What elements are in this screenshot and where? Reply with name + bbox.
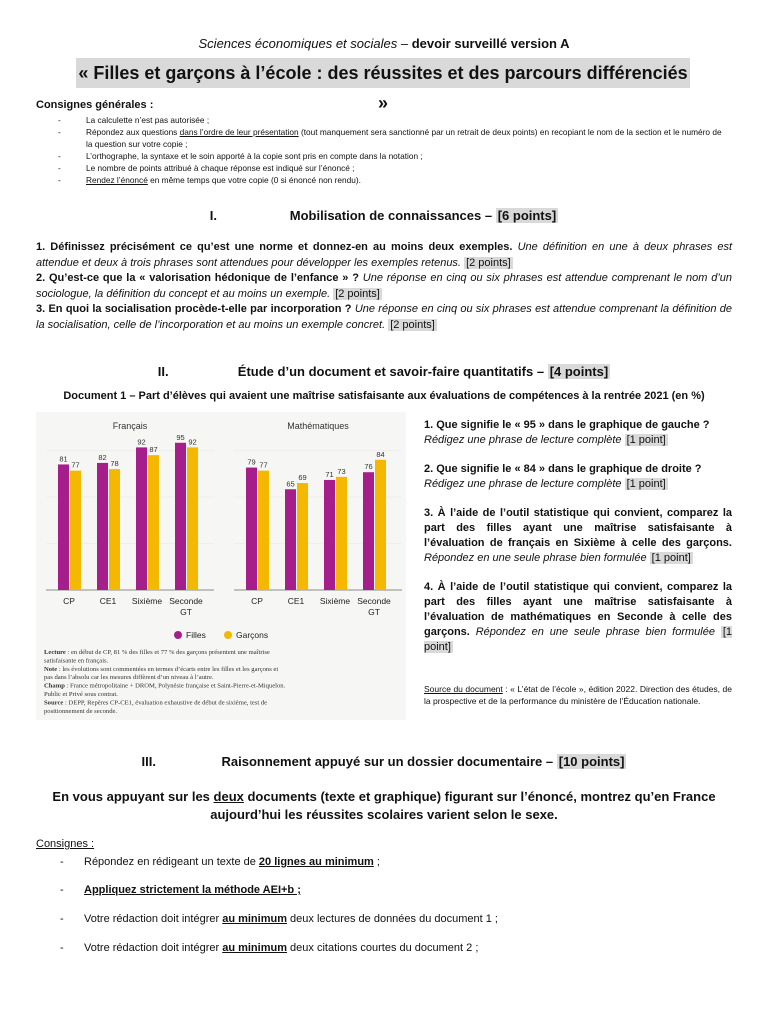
bar-garcons [297, 483, 308, 590]
data-label: 81 [59, 454, 68, 464]
question-2 [424, 462, 732, 492]
essay-subject-b: documents (texte et graphique) figurant sur l’énoncé, montrez qu’en France aujourd’hui les réussites scolaires varient selon le sexe. [210, 789, 716, 822]
bullet-dash: - [58, 115, 61, 125]
instruction-2: Appliquez strictement la méthode AEI+b ; [84, 884, 301, 896]
essay-instruction-2 [60, 884, 720, 896]
instruction-text: La calculette n’est pas autorisée ; [86, 115, 210, 125]
data-label: 87 [149, 445, 158, 455]
tick-label: Seconde [357, 596, 391, 606]
legend-label: Garçons [236, 630, 269, 640]
instruction-text: L’orthographe, la syntaxe et le soin apporté à la copie sont pris en compte dans la notation ; [86, 151, 423, 161]
bullet-dash: - [60, 913, 64, 925]
question-points: [1 point] [626, 434, 666, 446]
data-label: 84 [376, 449, 385, 459]
subject-label: Sciences économiques et sociales [198, 36, 398, 51]
instruction-3-a: Votre rédaction doit intégrer [84, 913, 223, 925]
document-1-chart [36, 412, 406, 720]
section-2-questions [424, 418, 732, 669]
tick-label: CP [63, 596, 75, 606]
data-label: 77 [259, 460, 268, 470]
bullet-dash: - [60, 942, 64, 954]
panel-title: Français [112, 421, 148, 431]
data-label: 92 [188, 437, 197, 447]
exam-header [0, 36, 768, 51]
q1-points: [2 points] [466, 256, 511, 269]
document-1-title: Document 1 – Part d’élèves qui avaient une maîtrise satisfaisante aux évaluations de compétences à la rentrée 2021 (en %) [63, 390, 705, 402]
tick-label: GT [368, 607, 380, 617]
data-label: 77 [71, 460, 80, 470]
data-label: 69 [298, 473, 307, 483]
panel-title: Mathématiques [287, 421, 349, 431]
question-text: 2. Que signifie le « 84 » dans le graphique de droite ? [424, 463, 702, 475]
question-1 [424, 418, 732, 448]
instruction-3-c: deux lectures de données du document 1 ; [287, 913, 498, 925]
essay-instruction-1 [60, 856, 720, 868]
section-2-title: Étude d’un document et savoir-faire quantitatifs [237, 364, 534, 379]
question-instruction: Répondez en une seule phrase bien formulée [424, 552, 647, 564]
header-sep: – [397, 36, 412, 51]
instruction-text: Le nombre de points attribué à chaque réponse est indiqué sur l’énoncé ; [86, 163, 355, 173]
instruction-4-b: au minimum [222, 942, 287, 954]
q3-instruction: Une réponse en cinq ou six phrases est attendue comprenant la définition de la socialisation, celle de l’incorporation et au moins un exemple concret. [36, 303, 732, 331]
essay-instruction-3 [60, 913, 720, 925]
tick-label: Sixième [131, 596, 163, 606]
essay-instructions-title: Consignes : [36, 838, 95, 850]
essay-instruction-4 [60, 942, 720, 954]
bullet-dash: - [60, 884, 64, 896]
instruction-item [58, 114, 730, 126]
tick-label: Sixième [319, 596, 351, 606]
instruction-4-a: Votre rédaction doit intégrer [84, 942, 223, 954]
question-instruction: Répondez en une seule phrase bien formulée [469, 626, 715, 638]
instruction-3-b: au minimum [222, 913, 287, 925]
instruction-item [58, 174, 730, 186]
chart-note-line: positionnement de seconde. [44, 707, 118, 715]
chart-note-line: Champ : France métropolitaine + DROM, Polynésie française et Saint-Pierre-et-Miquelon. [44, 682, 286, 690]
data-label: 71 [325, 469, 334, 479]
question-4 [424, 580, 732, 655]
question-points: [1 point] [424, 626, 733, 653]
bar-garcons [109, 469, 120, 590]
instruction-item [58, 126, 730, 150]
bar-filles [285, 489, 296, 590]
bullet-dash: - [58, 163, 61, 173]
data-label: 82 [98, 452, 107, 462]
q2-instruction: Une réponse en cinq ou six phrases est attendue comprenant le nom d’un sociologue, la définition du concept et au moins un exemple. [36, 272, 732, 300]
section-3-title: Raisonnement appuyé sur un dossier documentaire [221, 754, 543, 769]
data-label: 73 [337, 466, 346, 476]
tick-label: GT [180, 607, 192, 617]
data-label: 92 [137, 437, 146, 447]
q1-instruction: Une définition en une à deux phrases est attendue et deux à trois phrases sont attendues pour développer les exemples retenus. [36, 241, 732, 269]
bar-garcons [70, 471, 81, 590]
question-instruction: Rédigez une phrase de lecture complète [424, 478, 622, 490]
bullet-dash: - [58, 151, 61, 161]
question-3 [424, 506, 732, 566]
tick-label: CE1 [99, 596, 117, 606]
instruction-1-c: ; [373, 856, 380, 868]
section-1-title: Mobilisation de connaissances [289, 208, 482, 223]
bar-filles [58, 464, 69, 590]
question-text: 4. À l’aide de l’outil statistique qui convient, comparez la part des filles ayant une maîtrise satisfaisante à l’évaluation de mathématiques en Seconde à celle des garçons. [424, 581, 732, 638]
data-label: 78 [110, 459, 119, 469]
bar-chart [36, 412, 406, 720]
instruction-1-a: Répondez en rédigeant un texte de [84, 856, 259, 868]
data-label: 76 [364, 462, 373, 472]
q1-text: 1. Définissez précisément ce qu’est une norme et donnez-en au moins deux exemples. [36, 241, 513, 253]
bar-filles [136, 447, 147, 590]
bullet-dash: - [60, 856, 64, 868]
question-text: 1. Que signifie le « 95 » dans le graphique de gauche ? [424, 419, 710, 431]
bar-garcons [187, 447, 198, 590]
chart-note-line: Source : DEPP, Repères CP-CE1, évaluation exhaustive de début de sixième, test de [44, 699, 268, 707]
instruction-item [58, 162, 730, 174]
legend-marker-garcons [224, 631, 232, 639]
essay-subject [36, 788, 732, 824]
instruction-text: Répondez aux questions dans l’ordre de leur présentation (tout manquement sera sanctionné par un retrait de deux points) en recopiant le nom de la section et le numéro de la question sur votre copie ; [86, 127, 722, 149]
chart-note-line: Lecture : en début de CP, 81 % des filles et 77 % des garçons présentent une maîtrise [44, 649, 270, 656]
section-2-points: [4 points] [549, 364, 609, 379]
document-1-source [424, 684, 732, 707]
legend-marker-filles [174, 631, 182, 639]
bar-filles [246, 468, 257, 590]
bar-filles [97, 463, 108, 590]
general-instructions-list [58, 114, 730, 186]
section-1-questions [36, 240, 732, 333]
q3-text: 3. En quoi la socialisation procède-t-elle par incorporation ? [36, 303, 352, 315]
data-label: 79 [247, 457, 256, 467]
bar-filles [324, 480, 335, 590]
section-1-points: [6 points] [497, 208, 557, 223]
bullet-dash: - [58, 127, 61, 137]
instruction-item [58, 150, 730, 162]
chart-note-line: Note : les évolutions sont commentées en termes d’écarts entre les filles et les garçons et [44, 665, 279, 673]
essay-subject-a: En vous appuyant sur les [52, 789, 214, 804]
chart-note-line: pas dans l’absolu car les mesures diffèrent d’un niveau à l’autre. [44, 674, 214, 682]
data-label: 65 [286, 479, 295, 489]
section-3-heading: III. Raisonnement appuyé sur un dossier documentaire – [10 points] [141, 754, 625, 769]
instruction-4-c: deux citations courtes du document 2 ; [287, 942, 479, 954]
page-title: « Filles et garçons à l’école : des réussites et des parcours différenciés » [76, 58, 690, 88]
bar-filles [175, 443, 186, 590]
section-3-points: [10 points] [558, 754, 625, 769]
chart-note-line: satisfaisante en français. [44, 657, 109, 665]
instruction-1-b: 20 lignes au minimum [258, 856, 374, 868]
q2-points: [2 points] [335, 287, 380, 300]
tick-label: CE1 [287, 596, 305, 606]
tick-label: Seconde [169, 596, 203, 606]
exam-label: devoir surveillé version A [411, 36, 570, 51]
section-1-number: I. [209, 208, 218, 223]
essay-subject-underlined: deux [213, 789, 244, 804]
bar-filles [363, 472, 374, 590]
bar-garcons [375, 460, 386, 590]
bar-garcons [258, 471, 269, 590]
legend-label: Filles [186, 630, 206, 640]
general-instructions-title: Consignes générales : [36, 99, 154, 111]
q2-text: 2. Qu’est-ce que la « valorisation hédonique de l’enfance » ? [36, 272, 359, 284]
question-points: [1 point] [626, 478, 666, 490]
section-1-heading: I. Mobilisation de connaissances – [6 points] [209, 208, 557, 223]
chart-note-line: Public et Privé sous contrat. [44, 691, 118, 698]
bar-garcons [148, 455, 159, 590]
q3-points: [2 points] [390, 318, 435, 331]
data-label: 95 [176, 432, 185, 442]
instruction-text: Rendez l’énoncé en même temps que votre copie (0 si énoncé non rendu). [86, 175, 361, 185]
source-label: Source du document [424, 684, 503, 694]
section-2-heading: II. Étude d’un document et savoir-faire quantitatifs – [4 points] [157, 364, 609, 379]
section-3-number: III. [141, 754, 156, 769]
tick-label: CP [251, 596, 263, 606]
source-text: : « L’état de l’école », édition 2022. Direction des études, de la prospective et de la performance du ministère de l’Éducation nationale. [424, 684, 732, 706]
bullet-dash: - [58, 175, 61, 185]
question-instruction: Rédigez une phrase de lecture complète [424, 434, 622, 446]
section-2-number: II. [157, 364, 169, 379]
question-points: [1 point] [651, 552, 691, 564]
bar-garcons [336, 477, 347, 590]
question-text: 3. À l’aide de l’outil statistique qui convient, comparez la part des filles ayant une maîtrise satisfaisante à l’évaluation de français en Sixième à celle des garçons. [424, 507, 732, 549]
